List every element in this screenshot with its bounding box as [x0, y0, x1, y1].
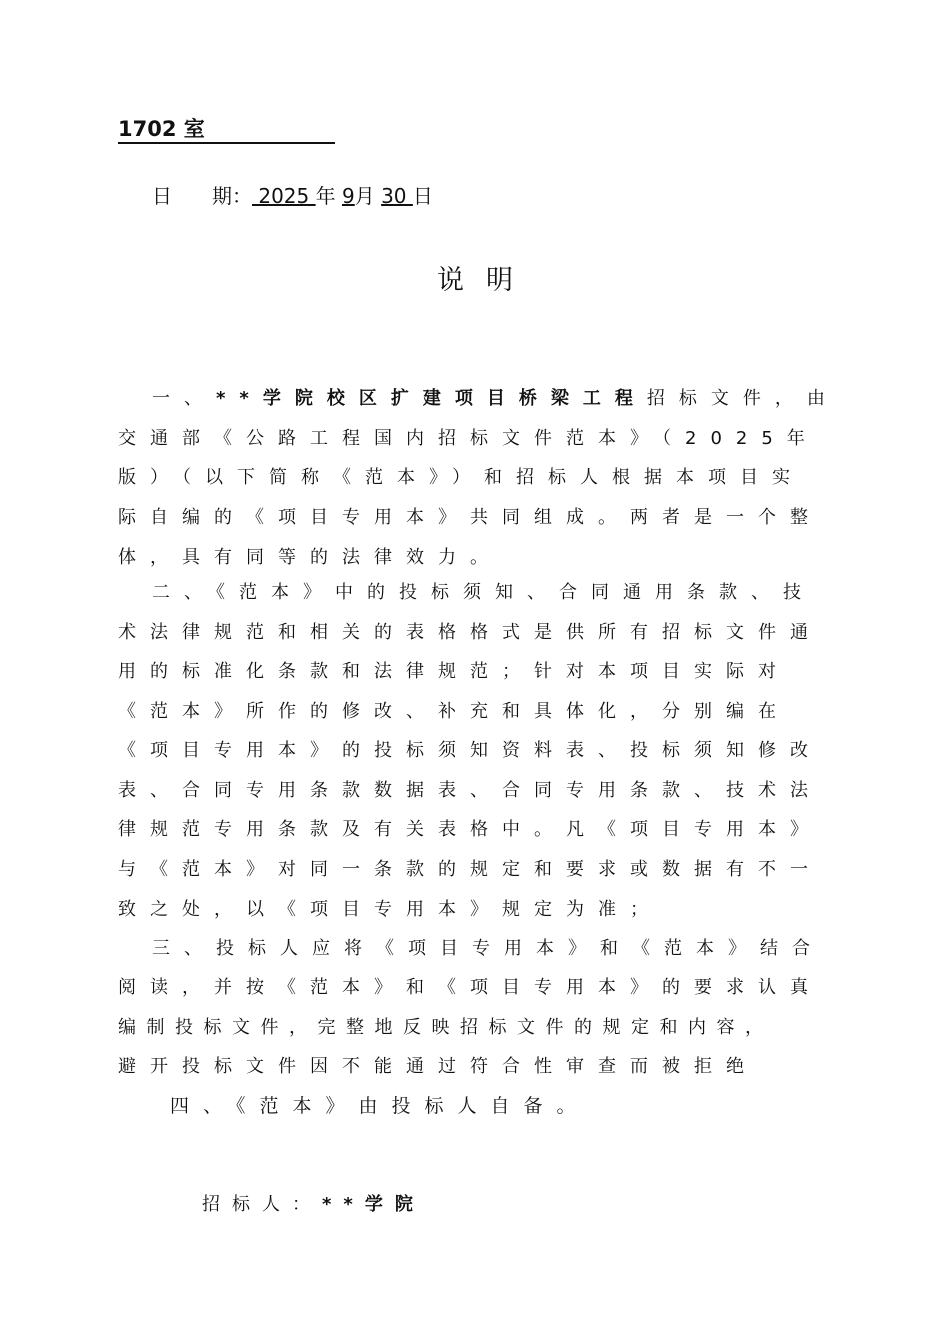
paragraph-line: 阅读，并按《范本》和《项目专用本》的要求认真 — [118, 977, 822, 998]
paragraph-line: 律规范专用条款及有关表格中。凡《项目专用本》 — [118, 819, 822, 840]
line-prefix: 一、 — [152, 388, 216, 409]
paragraph-line: 术法律规范和相关的表格格式是供所有招标文件通 — [118, 622, 822, 643]
paragraph-line: 四、《范本》由投标人自备。 — [170, 1095, 590, 1117]
date-year: 2025 — [252, 184, 316, 208]
tenderer-signature — [202, 1192, 425, 1218]
project-name: **学院校区扩建项目桥梁工程 — [216, 388, 647, 409]
paragraph-line: 致之处，以《项目专用本》规定为准； — [118, 899, 662, 920]
tenderer-label: 招标人： — [202, 1194, 322, 1215]
paragraph-line — [152, 386, 839, 412]
date-year-unit: 年 — [315, 184, 336, 208]
date-label: 日 期： — [152, 184, 252, 208]
date-month-unit: 月 — [354, 184, 375, 208]
paragraph-line: 避开投标文件因不能通过符合性审查而被拒绝 — [118, 1056, 758, 1077]
paragraph-line: 版）（以下简称《范本》）和招标人根据本项目实 — [118, 467, 804, 488]
paragraph-line: 《项目专用本》的投标须知资料表、投标须知修改 — [118, 740, 822, 761]
date-day-unit: 日 — [412, 184, 433, 208]
paragraph-line: 三、投标人应将《项目专用本》和《范本》结合 — [152, 938, 824, 959]
line-suffix: 招标文件，由 — [646, 388, 839, 409]
paragraph-line: 际自编的《项目专用本》共同组成。两者是一个整 — [118, 507, 822, 528]
tenderer-name: **学院 — [322, 1194, 425, 1215]
paragraph-line: 交通部《公路工程国内招标文件范本》（2025年 — [118, 428, 819, 449]
paragraph-line: 表、合同专用条款数据表、合同专用条款、技术法 — [118, 780, 822, 801]
date-month: 9 — [341, 184, 355, 208]
date-line — [152, 182, 433, 210]
paragraph-line: 与《范本》对同一条款的规定和要求或数据有不一 — [118, 859, 822, 880]
paragraph-line: 编制投标文件，完整地反映招标文件的规定和内容， — [118, 1017, 774, 1038]
paragraph-line: 《范本》所作的修改、补充和具体化，分别编在 — [118, 701, 790, 722]
paragraph-line: 体，具有同等的法律效力。 — [118, 547, 502, 568]
date-day: 30 — [381, 184, 413, 208]
page-title: 说明 — [437, 265, 535, 296]
paragraph-line: 二、《范本》中的投标须知、合同通用条款、技 — [152, 582, 815, 603]
room-number: 1702 室 — [118, 116, 335, 144]
paragraph-line: 用的标准化条款和法律规范；针对本项目实际对 — [118, 661, 790, 682]
